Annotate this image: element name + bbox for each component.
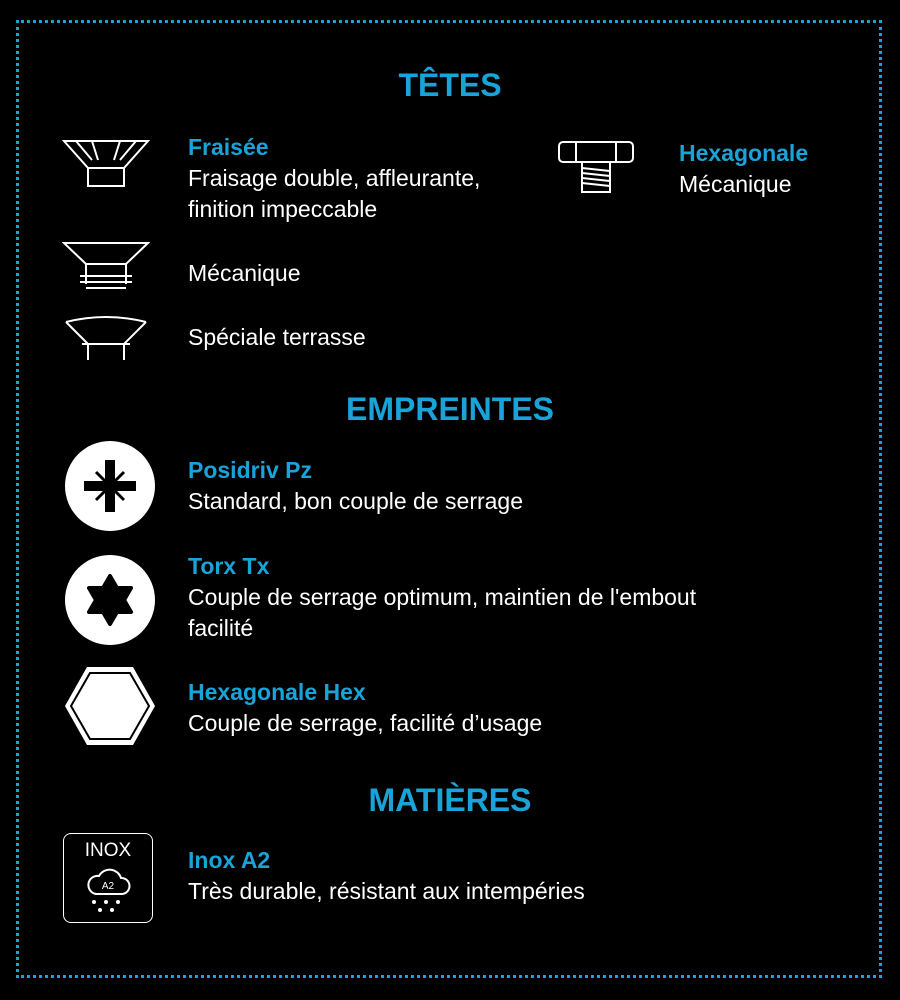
item-desc-mecanique: Mécanique [188,260,301,286]
item-title-torx: Torx Tx [188,553,270,579]
inox-badge-sub: A2 [101,881,115,892]
item-title-fraisee: Fraisée [188,134,269,160]
item-title-inox-a2: Inox A2 [188,847,271,873]
torx-icon [64,554,156,646]
section-title-empreintes: EMPREINTES [345,391,555,427]
item-desc-posidriv: Standard, bon couple de serrage [188,488,524,514]
inox-a2-icon [63,833,153,923]
section-title-matieres: MATIÈRES [368,782,532,818]
flat-countersunk-head-icon [62,240,150,292]
item-desc-inox-a2: Très durable, résistant aux intempéries [188,878,585,904]
countersunk-head-icon [62,138,150,190]
item-desc-speciale-terrasse: Spéciale terrasse [188,324,366,350]
item-title-hexagonale-hex: Hexagonale Hex [188,679,366,705]
item-desc-fraisee: Fraisage double, affleurante, finition impeccable [188,165,481,222]
terrace-head-icon [62,312,150,364]
hex-bolt-head-icon [556,138,636,198]
section-title-tetes: TÊTES [398,67,502,103]
item-desc-hexagonale-hex: Couple de serrage, facilité d’usage [188,710,543,736]
item-desc-torx: Couple de serrage optimum, maintien de l'embout facilité [188,584,697,641]
item-title-posidriv: Posidriv Pz [188,457,312,483]
item-desc-hexagonale: Mécanique [679,171,792,197]
hex-socket-icon [63,664,157,748]
inox-badge-text: INOX [84,840,132,861]
item-title-hexagonale: Hexagonale [679,140,809,166]
posidriv-icon [64,440,156,532]
